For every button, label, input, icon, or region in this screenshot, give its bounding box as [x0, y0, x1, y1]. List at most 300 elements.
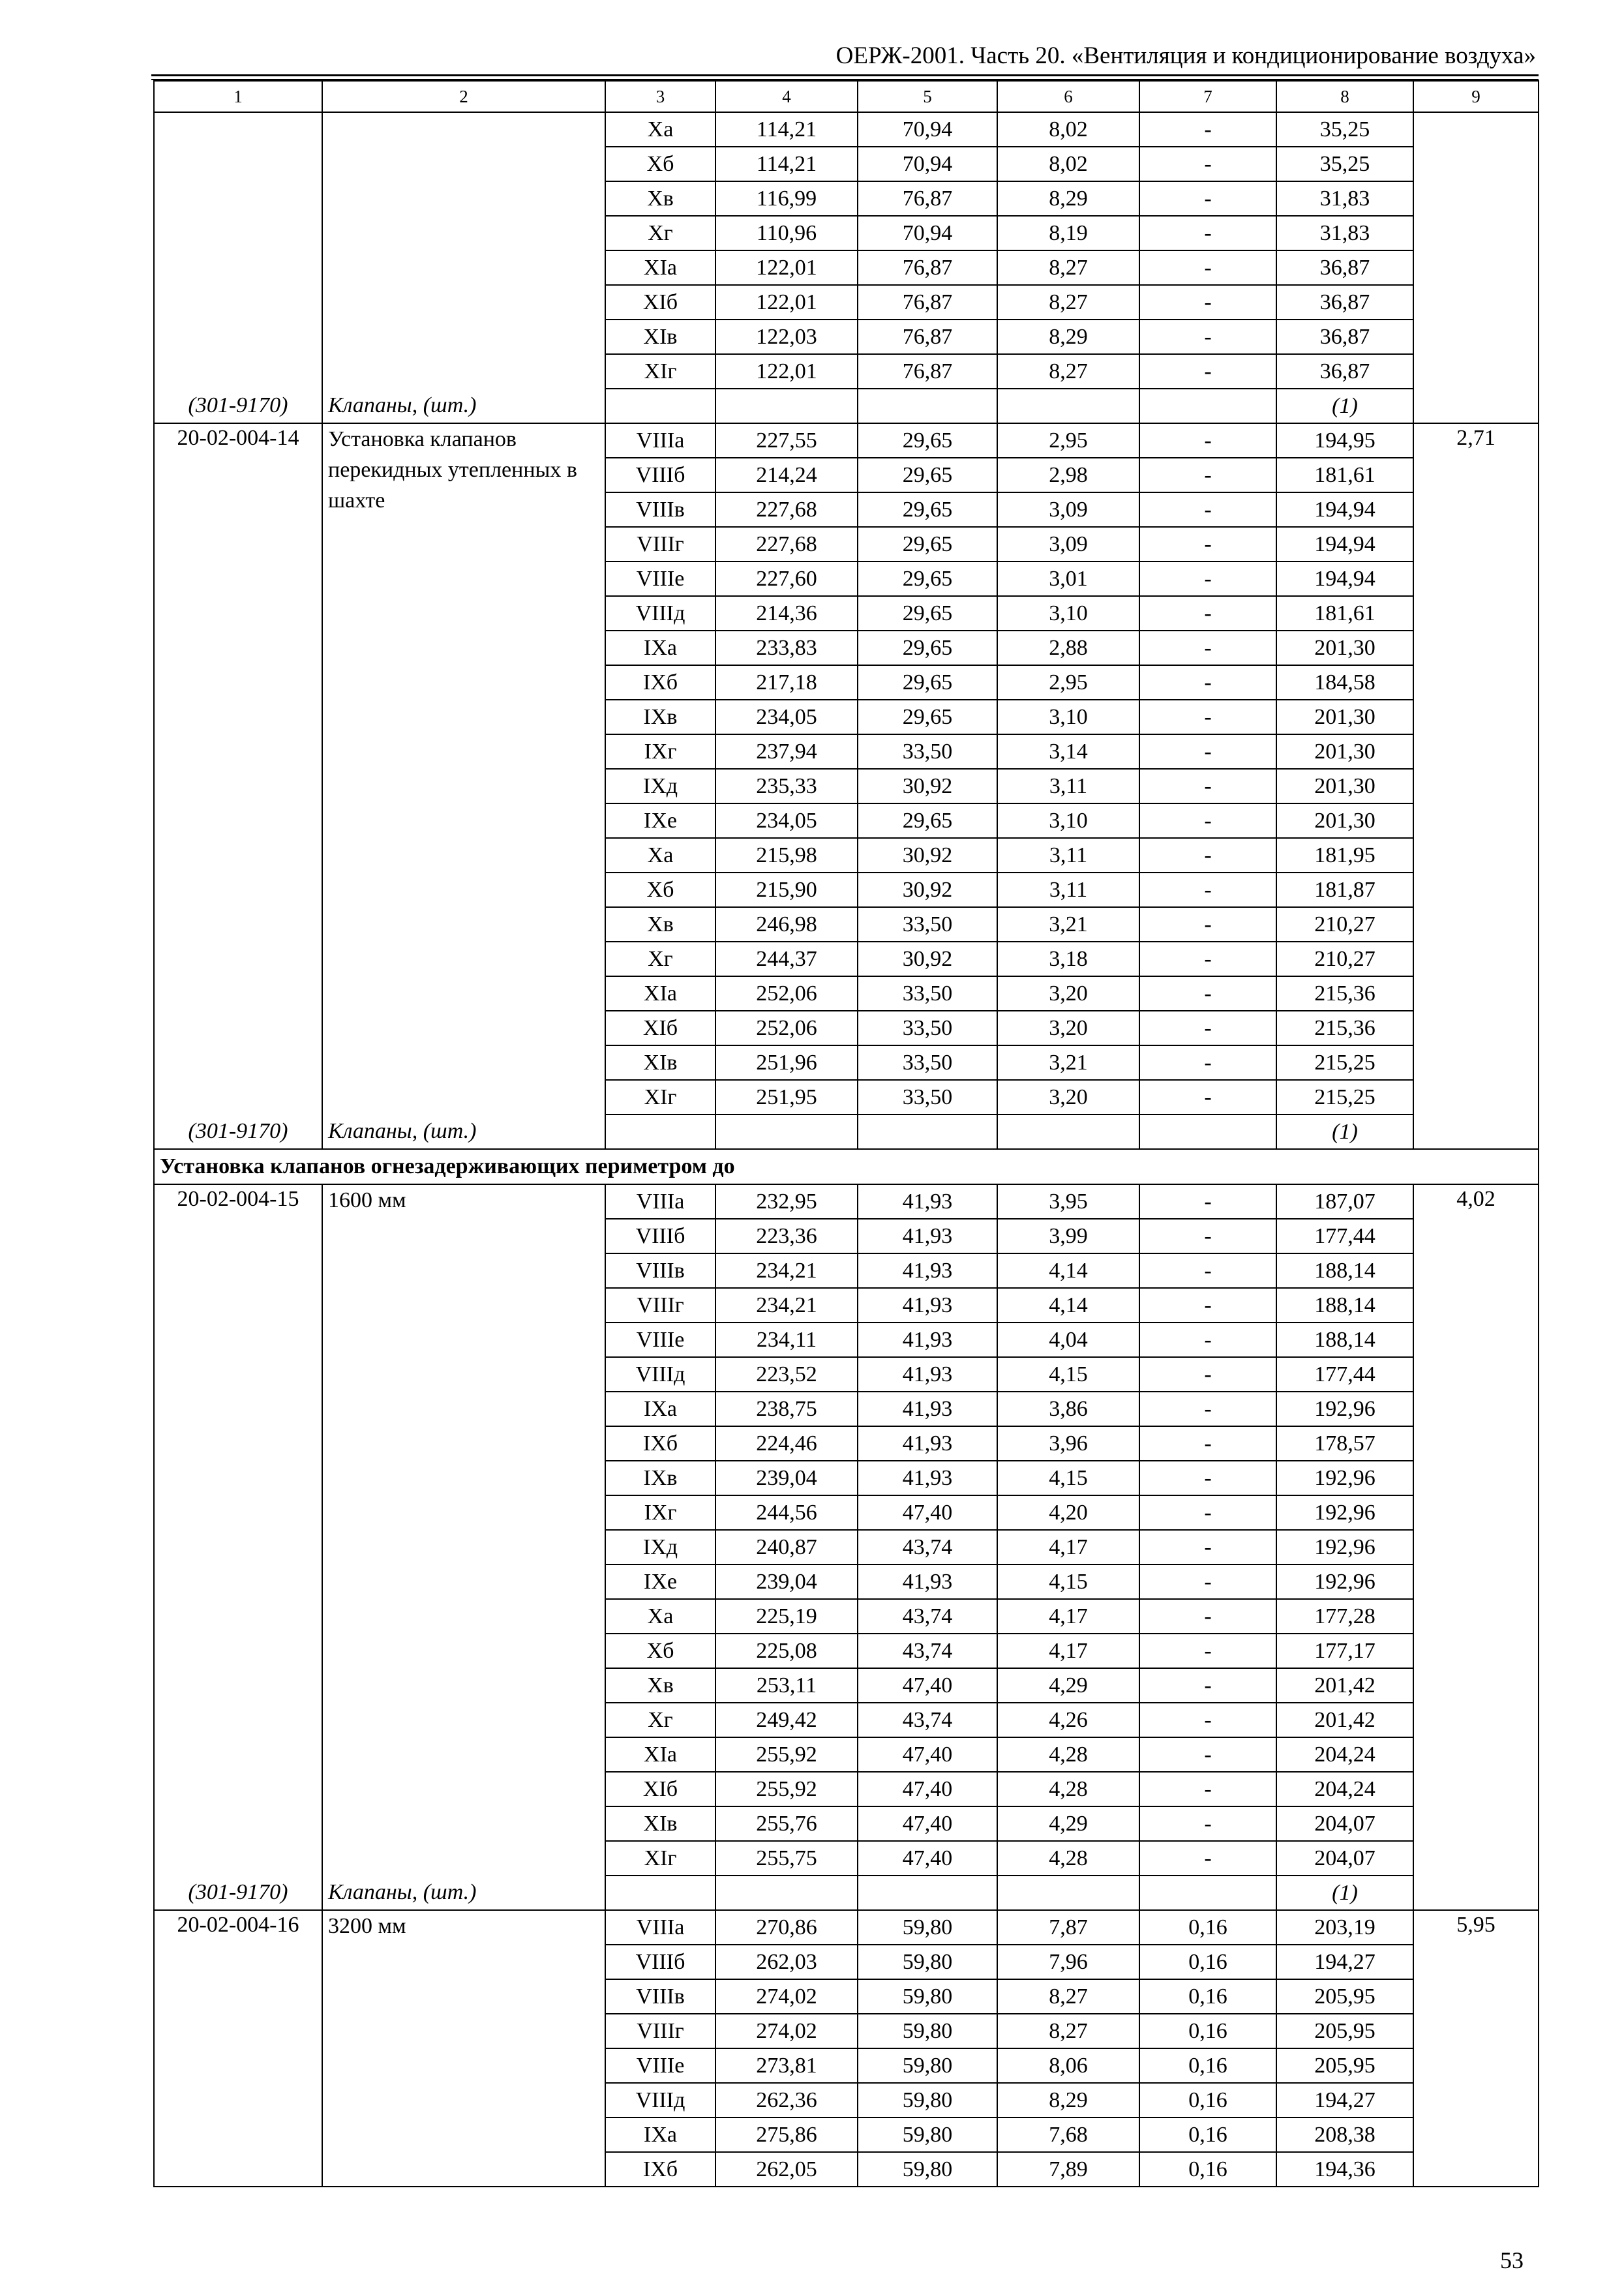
column-header: 8	[1276, 81, 1413, 112]
materials-cost-cell: 177,44	[1276, 1357, 1413, 1392]
total-cost-cell: 214,24	[715, 458, 858, 492]
driver-cost-cell: -	[1139, 320, 1276, 354]
zone-cell: IXе	[605, 1564, 715, 1599]
driver-cost-cell: -	[1139, 1011, 1276, 1045]
resource-quantity: (1)	[1276, 389, 1413, 423]
total-cost-cell: 116,99	[715, 181, 858, 216]
zone-cell: VIIIа	[605, 1184, 715, 1219]
rate-code: 20-02-004-14	[177, 426, 299, 450]
total-cost-cell: 232,95	[715, 1184, 858, 1219]
driver-cost-cell: 0,16	[1139, 1910, 1276, 1945]
empty-cell	[715, 1115, 858, 1149]
total-cost-cell: 262,36	[715, 2083, 858, 2117]
total-cost-cell: 114,21	[715, 147, 858, 181]
empty-cell	[858, 1115, 997, 1149]
total-cost-cell: 234,05	[715, 803, 858, 838]
total-cost-cell: 255,76	[715, 1806, 858, 1841]
materials-cost-cell: 194,95	[1276, 423, 1413, 458]
driver-cost-cell: -	[1139, 1080, 1276, 1115]
materials-cost-cell: 201,42	[1276, 1703, 1413, 1737]
zone-cell: Xв	[605, 181, 715, 216]
zone-cell: Xб	[605, 1634, 715, 1668]
rate-description: 3200 мм	[328, 1914, 406, 1938]
machine-cost-cell: 3,95	[997, 1184, 1139, 1219]
labor-cost-cell: 43,74	[858, 1703, 997, 1737]
total-cost-cell: 252,06	[715, 1011, 858, 1045]
machine-cost-cell: 4,17	[997, 1530, 1139, 1564]
driver-cost-cell: -	[1139, 1184, 1276, 1219]
materials-cost-cell: 187,07	[1276, 1184, 1413, 1219]
empty-cell	[605, 1876, 715, 1910]
zone-cell: XIб	[605, 1011, 715, 1045]
materials-cost-cell: 188,14	[1276, 1253, 1413, 1288]
machine-cost-cell: 8,27	[997, 285, 1139, 320]
total-cost-cell: 274,02	[715, 2014, 858, 2048]
machine-cost-cell: 3,11	[997, 769, 1139, 803]
rate-description-cell	[322, 423, 605, 1149]
machine-cost-cell: 8,27	[997, 354, 1139, 389]
zone-cell: XIв	[605, 320, 715, 354]
column-header: 7	[1139, 81, 1276, 112]
labor-cost-cell: 29,65	[858, 700, 997, 734]
total-cost-cell: 255,92	[715, 1737, 858, 1772]
labor-cost-cell: 47,40	[858, 1495, 997, 1530]
total-cost-cell: 223,52	[715, 1357, 858, 1392]
total-cost-cell: 122,03	[715, 320, 858, 354]
machine-cost-cell: 8,27	[997, 250, 1139, 285]
labor-cost-cell: 43,74	[858, 1530, 997, 1564]
machine-cost-cell: 2,95	[997, 423, 1139, 458]
labor-cost-cell: 47,40	[858, 1772, 997, 1806]
column-header: 2	[322, 81, 605, 112]
driver-cost-cell: -	[1139, 1426, 1276, 1461]
zone-cell: IXв	[605, 1461, 715, 1495]
materials-cost-cell: 36,87	[1276, 250, 1413, 285]
zone-cell: VIIIв	[605, 1253, 715, 1288]
machine-cost-cell: 3,11	[997, 873, 1139, 907]
machine-cost-cell: 4,26	[997, 1703, 1139, 1737]
driver-cost-cell: -	[1139, 147, 1276, 181]
resource-quantity: (1)	[1276, 1876, 1413, 1910]
zone-cell: VIIIе	[605, 1323, 715, 1357]
zone-cell: Xб	[605, 147, 715, 181]
zone-cell: VIIIг	[605, 1288, 715, 1323]
materials-cost-cell: 192,96	[1276, 1392, 1413, 1426]
total-cost-cell: 252,06	[715, 976, 858, 1011]
total-cost-cell: 122,01	[715, 354, 858, 389]
column-header: 3	[605, 81, 715, 112]
machine-cost-cell: 8,27	[997, 1979, 1139, 2014]
labor-cost-cell: 59,80	[858, 2117, 997, 2152]
machine-cost-cell: 8,19	[997, 216, 1139, 250]
empty-cell	[997, 389, 1139, 423]
total-cost-cell: 239,04	[715, 1564, 858, 1599]
labor-hours-cell: 4,02	[1413, 1184, 1539, 1910]
driver-cost-cell: -	[1139, 734, 1276, 769]
labor-cost-cell: 29,65	[858, 492, 997, 527]
column-header: 5	[858, 81, 997, 112]
total-cost-cell: 262,05	[715, 2152, 858, 2187]
zone-cell: VIIIа	[605, 423, 715, 458]
total-cost-cell: 234,21	[715, 1253, 858, 1288]
driver-cost-cell: -	[1139, 1564, 1276, 1599]
machine-cost-cell: 4,28	[997, 1841, 1139, 1876]
total-cost-cell: 255,75	[715, 1841, 858, 1876]
total-cost-cell: 239,04	[715, 1461, 858, 1495]
labor-cost-cell: 47,40	[858, 1668, 997, 1703]
materials-cost-cell: 194,94	[1276, 492, 1413, 527]
labor-cost-cell: 41,93	[858, 1357, 997, 1392]
machine-cost-cell: 7,96	[997, 1945, 1139, 1979]
labor-cost-cell: 59,80	[858, 1910, 997, 1945]
machine-cost-cell: 3,20	[997, 976, 1139, 1011]
rate-description-cell	[322, 1910, 605, 2187]
driver-cost-cell: -	[1139, 458, 1276, 492]
machine-cost-cell: 4,04	[997, 1323, 1139, 1357]
zone-cell: IXб	[605, 1426, 715, 1461]
zone-cell: Xг	[605, 216, 715, 250]
materials-cost-cell: 181,61	[1276, 596, 1413, 631]
driver-cost-cell: -	[1139, 1495, 1276, 1530]
labor-cost-cell: 43,74	[858, 1634, 997, 1668]
driver-cost-cell: 0,16	[1139, 2117, 1276, 2152]
machine-cost-cell: 3,11	[997, 838, 1139, 873]
zone-cell: IXг	[605, 1495, 715, 1530]
total-cost-cell: 255,92	[715, 1772, 858, 1806]
resource-quantity: (1)	[1276, 1115, 1413, 1149]
total-cost-cell: 234,21	[715, 1288, 858, 1323]
rate-description: Установка клапанов перекидных утепленных в шахте	[328, 427, 577, 513]
zone-cell: XIа	[605, 250, 715, 285]
machine-cost-cell: 3,99	[997, 1219, 1139, 1253]
materials-cost-cell: 181,95	[1276, 838, 1413, 873]
labor-cost-cell: 59,80	[858, 1945, 997, 1979]
rate-code: 20-02-004-15	[177, 1187, 299, 1211]
rate-description: 1600 мм	[328, 1188, 406, 1212]
total-cost-cell: 227,55	[715, 423, 858, 458]
zone-cell: Xв	[605, 907, 715, 942]
materials-cost-cell: 188,14	[1276, 1323, 1413, 1357]
labor-cost-cell: 76,87	[858, 354, 997, 389]
category-label: Установка клапанов огнезадерживающих периметром до	[154, 1149, 1539, 1184]
zone-cell: Xб	[605, 873, 715, 907]
category-row	[154, 1149, 1539, 1184]
total-cost-cell: 214,36	[715, 596, 858, 631]
driver-cost-cell: -	[1139, 1530, 1276, 1564]
zone-cell: VIIIд	[605, 1357, 715, 1392]
machine-cost-cell: 3,10	[997, 700, 1139, 734]
labor-cost-cell: 59,80	[858, 2048, 997, 2083]
labor-cost-cell: 33,50	[858, 907, 997, 942]
total-cost-cell: 110,96	[715, 216, 858, 250]
total-cost-cell: 215,98	[715, 838, 858, 873]
labor-cost-cell: 41,93	[858, 1288, 997, 1323]
machine-cost-cell: 3,20	[997, 1080, 1139, 1115]
rate-description-cell	[322, 1184, 605, 1910]
machine-cost-cell: 8,29	[997, 2083, 1139, 2117]
total-cost-cell: 275,86	[715, 2117, 858, 2152]
labor-hours-cell: 2,71	[1413, 423, 1539, 1149]
materials-cost-cell: 192,96	[1276, 1530, 1413, 1564]
zone-cell: IXв	[605, 700, 715, 734]
labor-cost-cell: 70,94	[858, 147, 997, 181]
total-cost-cell: 246,98	[715, 907, 858, 942]
total-cost-cell: 237,94	[715, 734, 858, 769]
zone-cell: XIб	[605, 1772, 715, 1806]
machine-cost-cell: 8,02	[997, 147, 1139, 181]
machine-cost-cell: 4,15	[997, 1461, 1139, 1495]
zone-cell: Xг	[605, 942, 715, 976]
labor-cost-cell: 33,50	[858, 976, 997, 1011]
labor-cost-cell: 59,80	[858, 2152, 997, 2187]
driver-cost-cell: -	[1139, 1461, 1276, 1495]
zone-cell: VIIIд	[605, 596, 715, 631]
machine-cost-cell: 2,88	[997, 631, 1139, 665]
machine-cost-cell: 4,15	[997, 1564, 1139, 1599]
machine-cost-cell: 7,89	[997, 2152, 1139, 2187]
zone-cell: XIа	[605, 976, 715, 1011]
labor-cost-cell: 41,93	[858, 1564, 997, 1599]
labor-cost-cell: 41,93	[858, 1461, 997, 1495]
driver-cost-cell: -	[1139, 492, 1276, 527]
empty-cell	[1139, 389, 1276, 423]
materials-cost-cell: 31,83	[1276, 216, 1413, 250]
labor-cost-cell: 76,87	[858, 285, 997, 320]
zone-cell: Xв	[605, 1668, 715, 1703]
labor-cost-cell: 29,65	[858, 561, 997, 596]
machine-cost-cell: 4,29	[997, 1668, 1139, 1703]
driver-cost-cell: -	[1139, 1806, 1276, 1841]
zone-cell: IXд	[605, 1530, 715, 1564]
materials-cost-cell: 215,36	[1276, 976, 1413, 1011]
machine-cost-cell: 4,20	[997, 1495, 1139, 1530]
materials-cost-cell: 194,27	[1276, 2083, 1413, 2117]
column-header: 4	[715, 81, 858, 112]
materials-cost-cell: 208,38	[1276, 2117, 1413, 2152]
resource-name: Клапаны, (шт.)	[328, 1119, 477, 1143]
zone-cell: Xа	[605, 1599, 715, 1634]
empty-cell	[858, 1876, 997, 1910]
materials-cost-cell: 36,87	[1276, 285, 1413, 320]
materials-cost-cell: 205,95	[1276, 2048, 1413, 2083]
labor-cost-cell: 30,92	[858, 769, 997, 803]
labor-cost-cell: 41,93	[858, 1184, 997, 1219]
materials-cost-cell: 204,24	[1276, 1772, 1413, 1806]
labor-cost-cell: 59,80	[858, 1979, 997, 2014]
resource-code: (301-9170)	[188, 393, 288, 417]
materials-cost-cell: 194,94	[1276, 527, 1413, 561]
column-header: 6	[997, 81, 1139, 112]
column-header: 1	[154, 81, 322, 112]
total-cost-cell: 251,96	[715, 1045, 858, 1080]
labor-cost-cell: 76,87	[858, 250, 997, 285]
materials-cost-cell: 210,27	[1276, 907, 1413, 942]
labor-cost-cell: 29,65	[858, 596, 997, 631]
materials-cost-cell: 205,95	[1276, 1979, 1413, 2014]
driver-cost-cell: -	[1139, 1392, 1276, 1426]
driver-cost-cell: -	[1139, 1737, 1276, 1772]
machine-cost-cell: 2,98	[997, 458, 1139, 492]
labor-cost-cell: 30,92	[858, 942, 997, 976]
materials-cost-cell: 31,83	[1276, 181, 1413, 216]
driver-cost-cell: -	[1139, 1288, 1276, 1323]
zone-cell: Xг	[605, 1703, 715, 1737]
zone-cell: IXг	[605, 734, 715, 769]
labor-cost-cell: 70,94	[858, 216, 997, 250]
machine-cost-cell: 3,14	[997, 734, 1139, 769]
driver-cost-cell: -	[1139, 907, 1276, 942]
machine-cost-cell: 4,29	[997, 1806, 1139, 1841]
machine-cost-cell: 8,29	[997, 320, 1139, 354]
materials-cost-cell: 194,94	[1276, 561, 1413, 596]
resource-name: Клапаны, (шт.)	[328, 393, 477, 417]
total-cost-cell: 244,37	[715, 942, 858, 976]
machine-cost-cell: 4,28	[997, 1737, 1139, 1772]
materials-cost-cell: 177,28	[1276, 1599, 1413, 1634]
driver-cost-cell: -	[1139, 423, 1276, 458]
labor-cost-cell: 41,93	[858, 1253, 997, 1288]
zone-cell: IXе	[605, 803, 715, 838]
driver-cost-cell: -	[1139, 1703, 1276, 1737]
labor-cost-cell: 33,50	[858, 734, 997, 769]
empty-cell	[997, 1876, 1139, 1910]
labor-cost-cell: 47,40	[858, 1737, 997, 1772]
total-cost-cell: 224,46	[715, 1426, 858, 1461]
materials-cost-cell: 201,30	[1276, 803, 1413, 838]
labor-cost-cell: 33,50	[858, 1011, 997, 1045]
total-cost-cell: 227,68	[715, 527, 858, 561]
labor-cost-cell: 70,94	[858, 112, 997, 147]
labor-cost-cell: 33,50	[858, 1045, 997, 1080]
empty-cell	[605, 1115, 715, 1149]
materials-cost-cell: 36,87	[1276, 320, 1413, 354]
materials-cost-cell: 201,30	[1276, 769, 1413, 803]
zone-cell: XIв	[605, 1806, 715, 1841]
total-cost-cell: 253,11	[715, 1668, 858, 1703]
driver-cost-cell: 0,16	[1139, 2083, 1276, 2117]
resource-code: (301-9170)	[188, 1880, 288, 1904]
resource-name: Клапаны, (шт.)	[328, 1880, 477, 1904]
machine-cost-cell: 3,21	[997, 1045, 1139, 1080]
total-cost-cell: 215,90	[715, 873, 858, 907]
driver-cost-cell: 0,16	[1139, 2014, 1276, 2048]
total-cost-cell: 234,11	[715, 1323, 858, 1357]
zone-cell: VIIIг	[605, 527, 715, 561]
driver-cost-cell: -	[1139, 1357, 1276, 1392]
materials-cost-cell: 194,27	[1276, 1945, 1413, 1979]
driver-cost-cell: -	[1139, 181, 1276, 216]
labor-hours-cell: 5,95	[1413, 1910, 1539, 2187]
labor-cost-cell: 33,50	[858, 1080, 997, 1115]
rate-code-cell	[154, 1910, 322, 2187]
machine-cost-cell: 8,27	[997, 2014, 1139, 2048]
driver-cost-cell: -	[1139, 1772, 1276, 1806]
driver-cost-cell: -	[1139, 1599, 1276, 1634]
total-cost-cell: 238,75	[715, 1392, 858, 1426]
total-cost-cell: 251,95	[715, 1080, 858, 1115]
materials-cost-cell: 201,30	[1276, 734, 1413, 769]
machine-cost-cell: 4,17	[997, 1599, 1139, 1634]
rate-description-cell	[322, 112, 605, 423]
materials-cost-cell: 184,58	[1276, 665, 1413, 700]
total-cost-cell: 225,08	[715, 1634, 858, 1668]
labor-cost-cell: 76,87	[858, 181, 997, 216]
materials-cost-cell: 215,36	[1276, 1011, 1413, 1045]
labor-cost-cell: 29,65	[858, 527, 997, 561]
driver-cost-cell: -	[1139, 1668, 1276, 1703]
zone-cell: XIа	[605, 1737, 715, 1772]
page-header: ОЕРЖ-2001. Часть 20. «Вентиляция и кондиционирование воздуха»	[835, 42, 1536, 69]
machine-cost-cell: 8,29	[997, 181, 1139, 216]
materials-cost-cell: 204,24	[1276, 1737, 1413, 1772]
driver-cost-cell: -	[1139, 1219, 1276, 1253]
machine-cost-cell: 3,10	[997, 803, 1139, 838]
empty-cell	[1139, 1876, 1276, 1910]
labor-cost-cell: 59,80	[858, 2014, 997, 2048]
total-cost-cell: 225,19	[715, 1599, 858, 1634]
zone-cell: XIг	[605, 1080, 715, 1115]
machine-cost-cell: 4,14	[997, 1288, 1139, 1323]
rates-table	[153, 80, 1539, 2187]
driver-cost-cell: -	[1139, 527, 1276, 561]
empty-cell	[997, 1115, 1139, 1149]
driver-cost-cell: -	[1139, 250, 1276, 285]
labor-cost-cell: 43,74	[858, 1599, 997, 1634]
machine-cost-cell: 4,17	[997, 1634, 1139, 1668]
materials-cost-cell: 215,25	[1276, 1045, 1413, 1080]
rate-code-cell	[154, 1184, 322, 1910]
zone-cell: IXб	[605, 665, 715, 700]
empty-cell	[858, 389, 997, 423]
labor-cost-cell: 30,92	[858, 873, 997, 907]
total-cost-cell: 270,86	[715, 1910, 858, 1945]
driver-cost-cell: -	[1139, 596, 1276, 631]
total-cost-cell: 122,01	[715, 285, 858, 320]
driver-cost-cell: -	[1139, 112, 1276, 147]
driver-cost-cell: -	[1139, 803, 1276, 838]
total-cost-cell: 240,87	[715, 1530, 858, 1564]
total-cost-cell: 273,81	[715, 2048, 858, 2083]
zone-cell: IXб	[605, 2152, 715, 2187]
page-number: 53	[1500, 2247, 1524, 2273]
zone-cell: VIIIа	[605, 1910, 715, 1945]
materials-cost-cell: 215,25	[1276, 1080, 1413, 1115]
total-cost-cell: 274,02	[715, 1979, 858, 2014]
machine-cost-cell: 4,15	[997, 1357, 1139, 1392]
empty-cell	[715, 1876, 858, 1910]
zone-cell: XIб	[605, 285, 715, 320]
machine-cost-cell: 3,09	[997, 527, 1139, 561]
zone-cell: IXд	[605, 769, 715, 803]
total-cost-cell: 235,33	[715, 769, 858, 803]
labor-cost-cell: 29,65	[858, 665, 997, 700]
driver-cost-cell: -	[1139, 700, 1276, 734]
rate-code-cell	[154, 112, 322, 423]
driver-cost-cell: -	[1139, 354, 1276, 389]
table-row	[154, 112, 1539, 147]
driver-cost-cell: -	[1139, 1253, 1276, 1288]
labor-cost-cell: 76,87	[858, 320, 997, 354]
driver-cost-cell: -	[1139, 665, 1276, 700]
labor-cost-cell: 29,65	[858, 423, 997, 458]
materials-cost-cell: 194,36	[1276, 2152, 1413, 2187]
labor-cost-cell: 41,93	[858, 1323, 997, 1357]
driver-cost-cell: -	[1139, 285, 1276, 320]
labor-hours-cell	[1413, 112, 1539, 423]
machine-cost-cell: 8,02	[997, 112, 1139, 147]
total-cost-cell: 114,21	[715, 112, 858, 147]
driver-cost-cell: -	[1139, 942, 1276, 976]
